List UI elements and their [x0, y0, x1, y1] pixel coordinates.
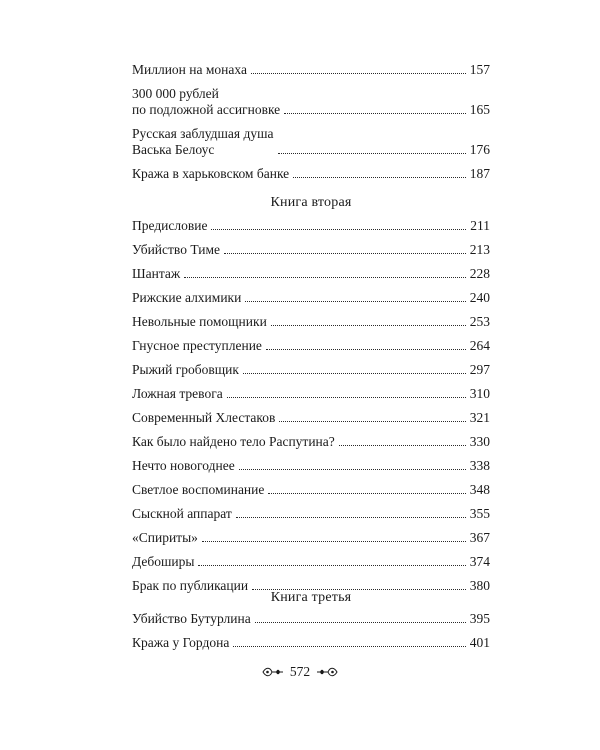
dot-leader — [243, 372, 466, 374]
dot-leader — [339, 444, 466, 446]
dot-leader — [202, 540, 466, 542]
toc-entry — [132, 338, 490, 354]
toc-entry-title — [132, 126, 274, 158]
dot-leader — [268, 492, 465, 494]
book-three-heading: Книга третья — [270, 590, 352, 605]
toc-entry-page: 380 — [469, 578, 490, 593]
dot-leader — [293, 176, 466, 178]
toc-entry — [132, 266, 490, 282]
dot-leader — [251, 72, 466, 74]
toc-entry-page: 310 — [469, 386, 490, 401]
dot-leader — [198, 564, 465, 566]
toc-entry — [132, 554, 490, 570]
toc-entry — [132, 434, 490, 450]
toc-entry-page: 211 — [470, 218, 490, 233]
toc-entry — [132, 482, 490, 498]
toc-entry-title — [132, 86, 280, 118]
toc-entry-page: 297 — [469, 362, 490, 377]
toc-entry-title: Ложная тревога — [132, 386, 223, 401]
toc-entry-title-line: Васька Белоус — [132, 142, 215, 157]
toc-entry — [132, 386, 490, 402]
dot-leader — [239, 468, 466, 470]
toc-section-book-three — [132, 611, 490, 659]
toc-entry-page: 157 — [469, 62, 490, 77]
toc-entry — [132, 242, 490, 258]
toc-entry-title-line: 300 000 рублей — [132, 86, 219, 101]
toc-entry-title: Нечто новогоднее — [132, 458, 235, 473]
toc-entry-page: 338 — [469, 458, 490, 473]
toc-entry-title: Невольные помощники — [132, 314, 267, 329]
dot-leader — [278, 152, 466, 154]
toc-entry-title-line: по подложной ассигновке — [132, 102, 281, 117]
toc-entry-page: 213 — [469, 242, 490, 257]
toc-section-book-two — [132, 218, 490, 602]
dot-leader — [233, 645, 465, 647]
toc-entry — [132, 410, 490, 426]
toc-entry — [132, 635, 490, 651]
toc-entry-title: Миллион на монаха — [132, 62, 247, 77]
toc-entry-title-line: Русская заблудшая душа — [132, 126, 274, 141]
toc-entry — [132, 611, 490, 627]
toc-entry-page: 321 — [469, 410, 490, 425]
toc-entry-title: Современный Хлестаков — [132, 410, 276, 425]
toc-entry — [132, 362, 490, 378]
toc-entry — [132, 530, 490, 546]
toc-entry — [132, 314, 490, 330]
toc-entry-title: «Спириты» — [132, 530, 198, 545]
toc-entry — [132, 166, 490, 182]
toc-entry-page: 165 — [469, 102, 490, 117]
toc-entry-title: Рижские алхимики — [132, 290, 242, 305]
toc-entry-page: 187 — [469, 166, 490, 181]
toc-entry-page: 176 — [469, 142, 490, 157]
toc-entry-title: Убийство Тиме — [132, 242, 220, 257]
toc-entry — [132, 126, 490, 158]
toc-entry — [132, 62, 490, 78]
dot-leader — [284, 112, 466, 114]
toc-entry-title: Светлое воспоминание — [132, 482, 265, 497]
floral-ornament-icon — [262, 666, 284, 678]
toc-entry-title: Гнусное преступление — [132, 338, 262, 353]
toc-entry-title: Предисловие — [132, 218, 208, 233]
page-footer — [0, 664, 600, 680]
dot-leader — [245, 300, 465, 302]
page-number: 572 — [289, 664, 311, 679]
toc-entry-title: Убийство Бутурлина — [132, 611, 251, 626]
toc-entry — [132, 86, 490, 118]
dot-leader — [184, 276, 466, 278]
toc-entry-page: 401 — [469, 635, 490, 650]
dot-leader — [266, 348, 466, 350]
toc-entry-page: 355 — [469, 506, 490, 521]
toc-entry-title: Кража у Гордона — [132, 635, 230, 650]
toc-entry-page: 240 — [469, 290, 490, 305]
toc-entry-page: 374 — [469, 554, 490, 569]
toc-entry-title: Брак по публикации — [132, 578, 249, 593]
toc-entry-title: Кража в харьковском банке — [132, 166, 290, 181]
toc-entry — [132, 290, 490, 306]
toc-entry-page: 330 — [469, 434, 490, 449]
toc-entry — [132, 218, 490, 234]
dot-leader — [224, 252, 466, 254]
floral-ornament-icon — [316, 666, 338, 678]
dot-leader — [211, 228, 466, 230]
toc-entry — [132, 506, 490, 522]
toc-entry-title: Рыжий гробовщик — [132, 362, 239, 377]
dot-leader — [227, 396, 466, 398]
toc-entry-page: 367 — [469, 530, 490, 545]
toc-entry-page: 395 — [469, 611, 490, 626]
toc-section-1 — [132, 62, 490, 190]
toc-entry-page: 348 — [469, 482, 490, 497]
toc-entry-title: Сыскной аппарат — [132, 506, 232, 521]
toc-entry-page: 228 — [469, 266, 490, 281]
toc-entry-title: Дебоширы — [132, 554, 195, 569]
toc-entry-title: Шантаж — [132, 266, 181, 281]
dot-leader — [271, 324, 466, 326]
toc-entry-page: 264 — [469, 338, 490, 353]
book-two-heading: Книга вторая — [270, 195, 352, 210]
toc-entry — [132, 458, 490, 474]
dot-leader — [255, 621, 466, 623]
dot-leader — [236, 516, 466, 518]
toc-entry-title: Как было найдено тело Распутина? — [132, 434, 335, 449]
toc-entry-page: 253 — [469, 314, 490, 329]
dot-leader — [279, 420, 465, 422]
